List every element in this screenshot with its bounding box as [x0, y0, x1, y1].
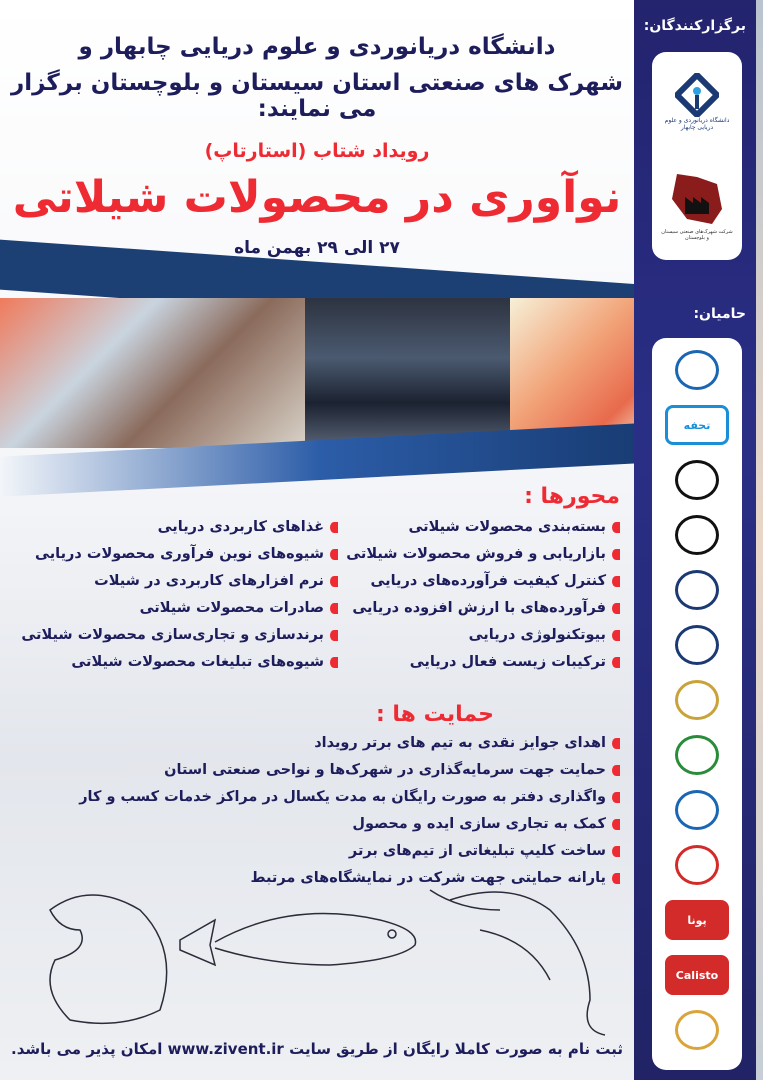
- bullet-icon: [612, 792, 620, 803]
- list-item: یارانه حمایتی جهت شرکت در نمایشگاه‌های مرتبط: [79, 865, 620, 892]
- bullet-icon: [330, 603, 338, 614]
- sponsors-card: [652, 338, 742, 1070]
- bullet-icon: [612, 765, 620, 776]
- bullet-icon: [330, 630, 338, 641]
- list-item: بسته‌بندی محصولات شیلاتی: [346, 514, 620, 541]
- list-item: کمک به تجاری سازی ایده و محصول: [79, 811, 620, 838]
- sponsors-label: حامیان:: [693, 306, 746, 322]
- tuna-photo: [305, 298, 510, 448]
- seafood-photo-strip: [0, 298, 634, 448]
- sponsor-engineering-logo: [662, 786, 732, 834]
- edge-photo-strip: [756, 0, 763, 1080]
- organizers-card: [652, 52, 742, 260]
- registration-note: ثبت نام به صورت کاملا رایگان از طریق سایت www.zivent.ir امکان پذیر می باشد.: [11, 1040, 623, 1058]
- fish-sketch: [180, 914, 416, 965]
- bullet-icon: [612, 819, 620, 830]
- topics-list-left: [21, 514, 338, 676]
- chabahar-maritime-university-logo: دانشگاه دریانوردی و علوم دریایی چابهار: [662, 62, 732, 142]
- list-item: ترکیبات زیست فعال دریایی: [346, 649, 620, 676]
- sponsor-logo-mark: [675, 735, 719, 775]
- sponsor-tohfe-logo: [662, 401, 732, 449]
- list-item: واگذاری دفتر به صورت رایگان به مدت یکسال در مراکز خدمات کسب و کار: [79, 784, 620, 811]
- list-item: بیوتکنولوژی دریایی: [346, 622, 620, 649]
- sponsor-gold-logo: [662, 676, 732, 724]
- industrial-estates-iran-map-logo: شرکت شهرک‌های صنعتی سیستان و بلوچستان: [661, 157, 733, 252]
- sponsor-international-university-logo: [662, 566, 732, 614]
- list-item: اهدای جوایز نقدی به تیم های برتر رویداد: [79, 730, 620, 757]
- sponsor-pouna-logo: [662, 896, 732, 944]
- event-subtitle: رویداد شتاب (استارتاپ): [204, 140, 430, 162]
- sponsor-university-logo: [662, 456, 732, 504]
- sidebar: [634, 0, 756, 1080]
- bullet-icon: [612, 657, 620, 668]
- bullet-icon: [330, 522, 338, 533]
- sponsor-logo-mark: [675, 460, 719, 500]
- organizer-line-1: دانشگاه دریانوردی و علوم دریایی چابهار و: [78, 34, 556, 60]
- bullet-icon: [612, 522, 620, 533]
- shrimp-sketch: [430, 890, 605, 1035]
- sponsor-amir-bandar-logo: [662, 731, 732, 779]
- sponsor-logo-mark: Calisto: [665, 955, 729, 995]
- event-date: ۲۷ الی ۲۹ بهمن ماه: [234, 238, 400, 258]
- university-emblem-icon: [675, 73, 719, 117]
- list-item: نرم افزارهای کاربردی در شیلات: [21, 568, 338, 595]
- bullet-icon: [330, 657, 338, 668]
- topics-list-right: [346, 514, 620, 676]
- sponsor-logo-mark: [675, 350, 719, 390]
- list-item: شیوه‌های نوین فرآوری محصولات دریایی: [21, 541, 338, 568]
- bullet-icon: [612, 738, 620, 749]
- organizer-line-2: شهرک های صنعتی استان سیستان و بلوچستان برگزار می نمایند:: [11, 70, 623, 122]
- list-item: برندسازی و تجاری‌سازی محصولات شیلاتی: [21, 622, 338, 649]
- seafood-sketch-illustration: [30, 870, 630, 1040]
- organizers-label: برگزارکنندگان:: [643, 18, 746, 34]
- bullet-icon: [612, 576, 620, 587]
- bullet-icon: [612, 846, 620, 857]
- sponsor-logo-mark: [675, 680, 719, 720]
- list-item: شیوه‌های تبلیغات محصولات شیلاتی: [21, 649, 338, 676]
- list-item: صادرات محصولات شیلاتی: [21, 595, 338, 622]
- sponsor-logo-mark: [675, 625, 719, 665]
- event-title: نوآوری در محصولات شیلاتی: [12, 172, 622, 223]
- sponsor-logo-mark: [675, 570, 719, 610]
- salmon-shrimp-photo: [0, 298, 305, 448]
- sponsor-calisto-logo: [662, 951, 732, 999]
- list-item: ساخت کلیپ تبلیغاتی از تیم‌های برتر: [79, 838, 620, 865]
- bullet-icon: [612, 630, 620, 641]
- sponsor-logo-mark: [675, 790, 719, 830]
- bullet-icon: [612, 603, 620, 614]
- sponsor-fisheries-logo: [662, 346, 732, 394]
- list-item: غذاهای کاربردی دریایی: [21, 514, 338, 541]
- topics-heading: محورها :: [524, 484, 620, 509]
- sponsor-logo-mark: [675, 845, 719, 885]
- salmon-steak-sketch: [50, 895, 167, 1023]
- bullet-icon: [330, 576, 338, 587]
- sponsor-logo-mark: [675, 1010, 719, 1050]
- sponsor-applied-science-logo: [662, 511, 732, 559]
- sponsor-logo-mark: تحفه: [665, 405, 729, 445]
- sponsor-wheat-logo: [662, 1006, 732, 1054]
- supports-list: [79, 730, 620, 892]
- list-item: فرآورده‌های با ارزش افزوده دریایی: [346, 595, 620, 622]
- supports-heading: حمایت ها :: [375, 702, 494, 727]
- list-item: بازاریابی و فروش محصولات شیلاتی: [346, 541, 620, 568]
- sponsor-shipping-logo: [662, 841, 732, 889]
- list-item: کنترل کیفیت فرآورده‌های دریایی: [346, 568, 620, 595]
- iran-map-factory-icon: [667, 169, 727, 229]
- sponsor-research-institute-logo: [662, 621, 732, 669]
- bullet-icon: [612, 549, 620, 560]
- sponsor-logo-mark: پونا: [665, 900, 729, 940]
- sponsor-logo-mark: [675, 515, 719, 555]
- bullet-icon: [330, 549, 338, 560]
- list-item: حمایت جهت سرمایه‌گذاری در شهرک‌ها و نواحی صنعتی استان: [79, 757, 620, 784]
